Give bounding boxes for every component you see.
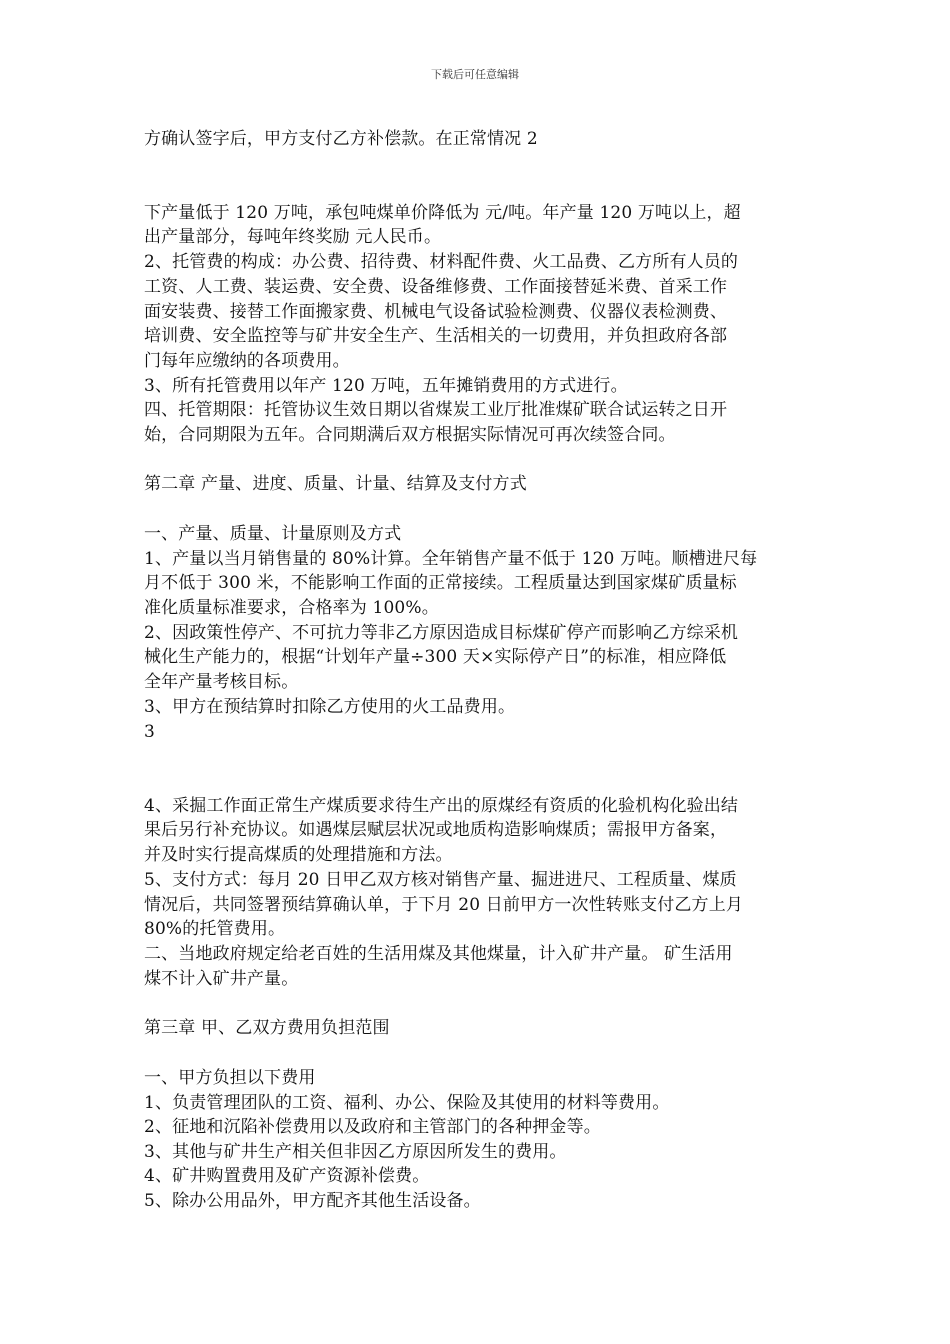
text-line: 煤不计入矿井产量。 bbox=[144, 969, 299, 989]
text-line: 2、因政策性停产、不可抗力等非乙方原因造成目标煤矿停产而影响乙方综采机 bbox=[144, 623, 739, 643]
text-line: 并及时实行提高煤质的处理措施和方法。 bbox=[144, 845, 453, 865]
text-line: 下产量低于 120 万吨，承包吨煤单价降低为 元/吨。年产量 120 万吨以上，超 bbox=[144, 203, 741, 223]
text-line: 月不低于 300 米，不能影响工作面的正常接续。工程质量达到国家煤矿质量标 bbox=[144, 573, 737, 593]
text-line: 准化质量标准要求，合格率为 100%。 bbox=[144, 598, 439, 618]
chapter-heading: 第二章 产量、进度、质量、计量、结算及支付方式 bbox=[144, 474, 527, 494]
text-line: 3、所有托管费用以年产 120 万吨，五年摊销费用的方式进行。 bbox=[144, 376, 628, 396]
text-line: 二、当地政府规定给老百姓的生活用煤及其他煤量，计入矿井产量。 矿生活用 bbox=[144, 944, 733, 964]
text-line: 培训费、安全监控等与矿井安全生产、生活相关的一切费用，并负担政府各部 bbox=[144, 326, 728, 346]
text-line: 4、矿井购置费用及矿产资源补偿费。 bbox=[144, 1166, 430, 1186]
section-heading: 一、甲方负担以下费用 bbox=[144, 1068, 316, 1088]
text-line: 方确认签字后，甲方支付乙方补偿款。在正常情况 2 bbox=[144, 129, 538, 149]
text-line: 3、其他与矿井生产相关但非因乙方原因所发生的费用。 bbox=[144, 1142, 567, 1162]
page-header: 下载后可任意编辑 bbox=[431, 68, 519, 81]
text-line: 2、征地和沉陷补偿费用以及政府和主管部门的各种押金等。 bbox=[144, 1117, 601, 1137]
text-line: 5、除办公用品外，甲方配齐其他生活设备。 bbox=[144, 1191, 481, 1211]
text-line: 工资、人工费、装运费、安全费、设备维修费、工作面接替延米费、首采工作 bbox=[144, 277, 728, 297]
text-line: 80%的托管费用。 bbox=[144, 919, 286, 939]
text-line: 全年产量考核目标。 bbox=[144, 672, 299, 692]
text-line: 门每年应缴纳的各项费用。 bbox=[144, 351, 350, 371]
chapter-heading: 第三章 甲、乙双方费用负担范围 bbox=[144, 1018, 390, 1038]
text-line: 始，合同期限为五年。合同期满后双方根据实际情况可再次续签合同。 bbox=[144, 425, 676, 445]
section-heading: 一、产量、质量、计量原则及方式 bbox=[144, 524, 402, 544]
text-line: 4、采掘工作面正常生产煤质要求待生产出的原煤经有资质的化验机构化验出结 bbox=[144, 796, 739, 816]
text-line: 5、支付方式：每月 20 日甲乙双方核对销售产量、掘进进尺、工程质量、煤质 bbox=[144, 870, 737, 890]
text-line: 面安装费、接替工作面搬家费、机械电气设备试验检测费、仪器仪表检测费、 bbox=[144, 302, 728, 322]
text-line: 械化生产能力的，根据“计划年产量÷300 天×实际停产日”的标准，相应降低 bbox=[144, 647, 727, 667]
text-line: 3、甲方在预结算时扣除乙方使用的火工品费用。 bbox=[144, 697, 516, 717]
page-number: 3 bbox=[144, 722, 155, 742]
text-line: 果后另行补充协议。如遇煤层赋层状况或地质构造影响煤质；需报甲方备案， bbox=[144, 820, 728, 840]
text-line: 1、产量以当月销售量的 80%计算。全年销售产量不低于 120 万吨。顺槽进尺每 bbox=[144, 549, 758, 569]
text-line: 四、托管期限：托管协议生效日期以省煤炭工业厅批准煤矿联合试运转之日开 bbox=[144, 400, 728, 420]
text-line: 出产量部分，每吨年终奖励 元人民币。 bbox=[144, 227, 442, 247]
text-line: 情况后，共同签署预结算确认单，于下月 20 日前甲方一次性转账支付乙方上月 bbox=[144, 895, 743, 915]
text-line: 2、托管费的构成：办公费、招待费、材料配件费、火工品费、乙方所有人员的 bbox=[144, 252, 739, 272]
text-line: 1、负责管理团队的工资、福利、办公、保险及其使用的材料等费用。 bbox=[144, 1093, 670, 1113]
